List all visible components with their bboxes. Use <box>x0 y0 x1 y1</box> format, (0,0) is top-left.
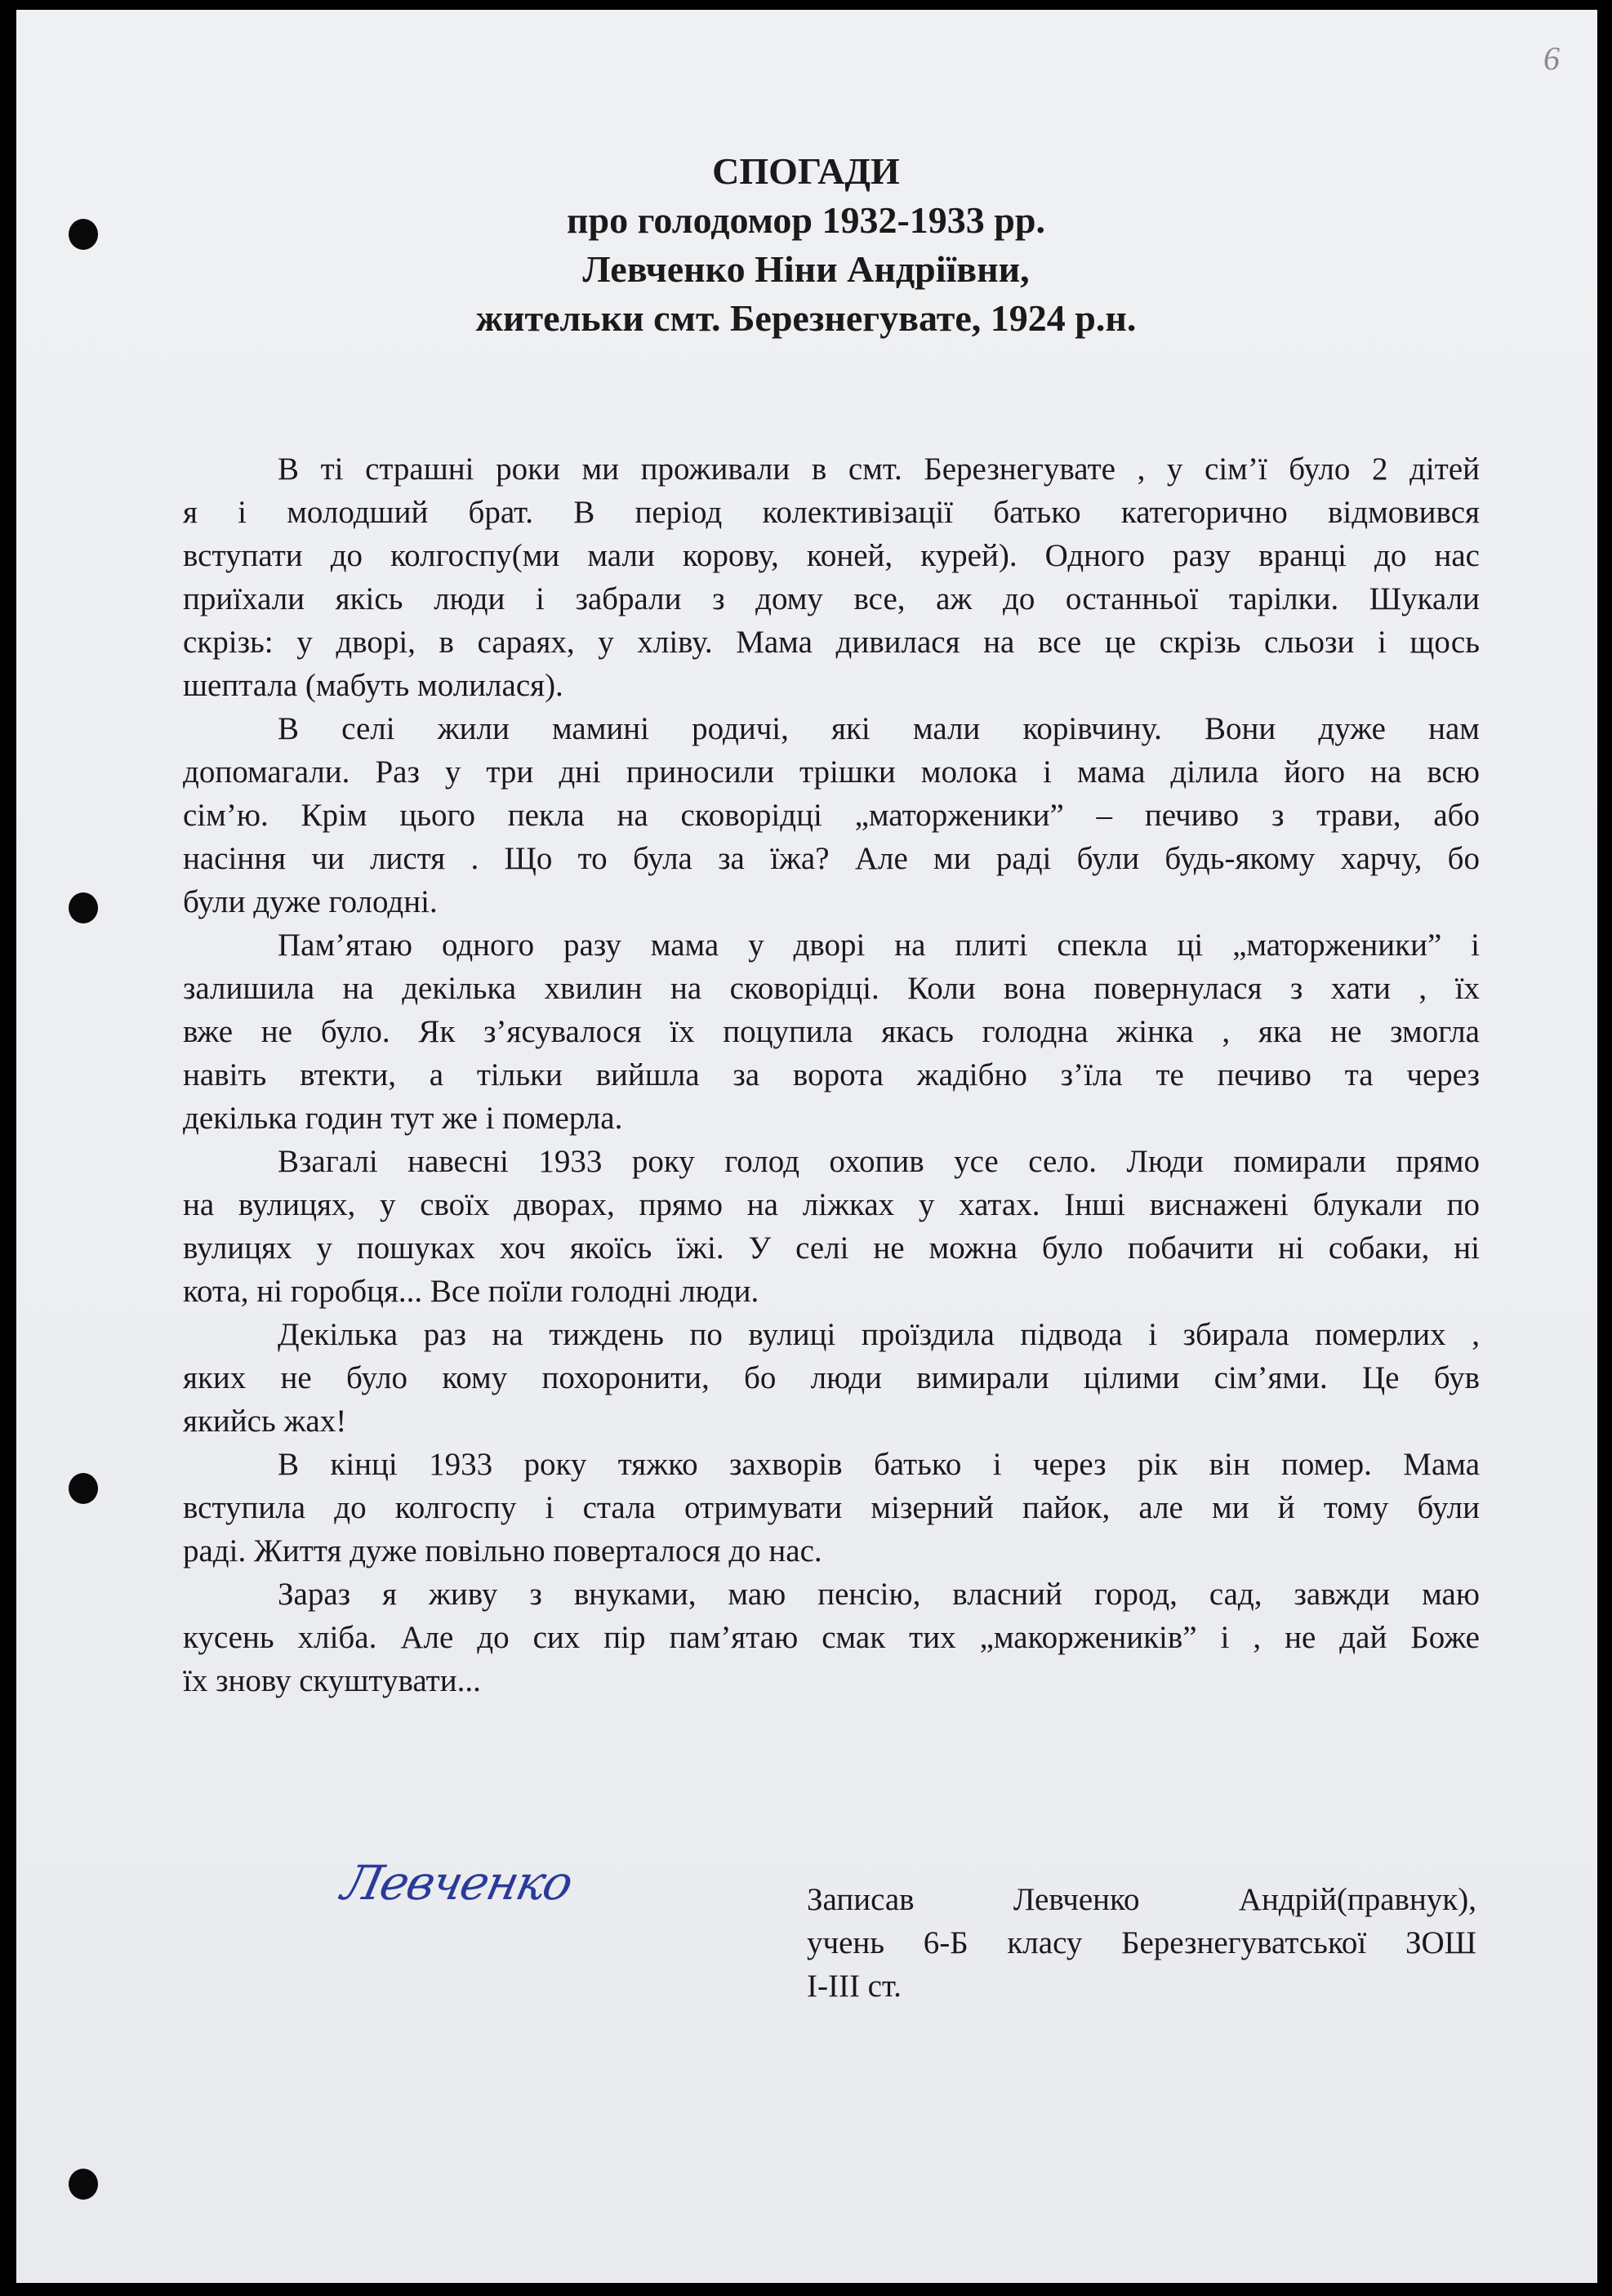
text-line: В селі жили мамині родичі, які мали корівчину. Вони дуже нам <box>278 711 1480 746</box>
recorded-by-block <box>807 1878 1476 2008</box>
text-line: шептала (мабуть молилася). <box>183 668 563 703</box>
text-line: скрізь: у дворі, в сараях, у хліву. Мама дивилася на все це скрізь сльози і щось <box>183 625 1480 660</box>
paragraph <box>183 447 1480 707</box>
recorded-by-line: Записав Левченко Андрій(правнук), <box>807 1882 1476 1917</box>
text-line: насіння чи листя . Що то була за їжа? Але ми раді були будь-якому харчу, бо <box>183 841 1480 876</box>
text-line: їх знову скуштувати... <box>183 1663 481 1698</box>
punch-hole <box>69 2169 98 2200</box>
document-title <box>0 147 1612 343</box>
text-line: яких не було кому похоронити, бо люди вимирали цілими сім’ями. Це був <box>183 1360 1480 1395</box>
title-subject: про голодомор 1932-1933 рр. <box>567 199 1045 241</box>
text-line: залишила на декілька хвилин на сковорідці. Коли вона повернулася з хати , їх <box>183 971 1480 1006</box>
text-line: Взагалі навесні 1933 року голод охопив усе село. Люди помирали прямо <box>278 1144 1480 1179</box>
handwritten-signature: Левченко <box>336 1855 577 1911</box>
recorded-by-line: І-ІІІ ст. <box>807 1969 902 2004</box>
text-line: кусень хліба. Але до сих пір пам’ятаю смак тих „макорженикiв” і , не дай Боже <box>183 1620 1480 1655</box>
title-heading: СПОГАДИ <box>712 150 900 192</box>
text-line: допомагали. Раз у три дні приносили трішки молока і мама ділила його на всю <box>183 754 1480 790</box>
paragraph <box>183 1140 1480 1313</box>
paragraph <box>183 1573 1480 1702</box>
text-line: вулицях у пошуках хоч якоїсь їжі. У селі не можна було побачити ні собаки, ні <box>183 1230 1480 1266</box>
text-line: вже не було. Як з’ясувалося їх поцупила якась голодна жінка , яка не змогла <box>183 1014 1480 1049</box>
text-line: В ті страшні роки ми проживали в смт. Березнегувате , у сім’ї було 2 дітей <box>278 452 1480 487</box>
text-line: раді. Життя дуже повільно поверталося до нас. <box>183 1533 822 1568</box>
paragraph <box>183 1313 1480 1443</box>
text-line: приїхали якісь люди і забрали з дому все, аж до останньої тарілки. Шукали <box>183 581 1480 616</box>
text-line: Пам’ятаю одного разу мама у дворі на плиті спекла ці „маторженики” і <box>278 928 1480 963</box>
punch-hole <box>69 1473 98 1504</box>
paragraph <box>183 923 1480 1140</box>
page-number: 6 <box>1543 40 1560 77</box>
text-line: вступила до колгоспу і стала отримувати мізерний пайок, але ми й тому були <box>183 1490 1480 1525</box>
paragraph <box>183 1443 1480 1573</box>
text-line: якийсь жах! <box>183 1404 347 1439</box>
title-author: Левченко Ніни Андріївни, <box>582 248 1030 290</box>
text-line: декілька годин тут же і померла. <box>183 1101 623 1136</box>
text-line: навіть втекти, а тільки вийшла за ворота жадібно з’їла те печиво та через <box>183 1057 1480 1092</box>
punch-hole <box>69 892 98 923</box>
text-line: на вулицях, у своїх дворах, прямо на ліжках у хатах. Інші виснажені блукали по <box>183 1187 1480 1222</box>
memoir-text <box>183 447 1480 1702</box>
text-line: Декілька раз на тиждень по вулиці проїздила підвода і збирала померлих , <box>278 1317 1480 1352</box>
text-line: вступати до колгоспу(ми мали корову, коней, курей). Одного разу вранці до нас <box>183 538 1480 573</box>
text-line: сім’ю. Крім цього пекла на сковорідці „маторженики” – печиво з трави, або <box>183 798 1480 833</box>
paragraph <box>183 707 1480 923</box>
text-line: кота, ні горобця... Все поїли голодні люди. <box>183 1274 759 1309</box>
text-line: я і молодший брат. В період колективізації батько категорично відмовився <box>183 495 1480 530</box>
text-line: були дуже голодні. <box>183 884 438 919</box>
recorded-by-line: учень 6-Б класу Березнегуватської ЗОШ <box>807 1925 1476 1960</box>
text-line: Зараз я живу з внуками, маю пенсію, власний город, сад, завжди маю <box>278 1577 1480 1612</box>
title-residence: жительки смт. Березнегувате, 1924 р.н. <box>475 297 1137 339</box>
text-line: В кінці 1933 року тяжко захворів батько і через рік він помер. Мама <box>278 1447 1480 1482</box>
